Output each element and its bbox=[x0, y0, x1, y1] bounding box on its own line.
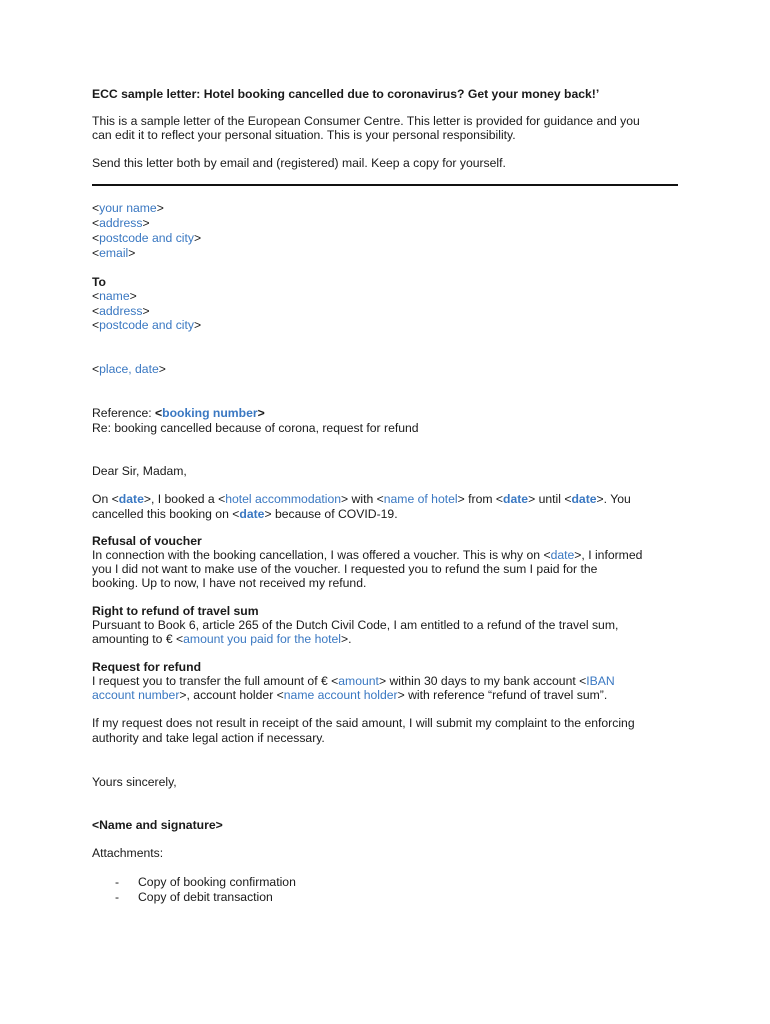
intro-line-2: can edit it to reflect your personal situation. This is your personal responsibility. bbox=[92, 128, 516, 142]
refund-right-heading: Right to refund of travel sum bbox=[92, 604, 259, 618]
refund-right-line-1: Pursuant to Book 6, article 265 of the Dutch Civil Code, I am entitled to a refund of the travel sum, bbox=[92, 618, 619, 632]
separator-rule bbox=[92, 184, 678, 186]
intro-line-1: This is a sample letter of the European Consumer Centre. This letter is provided for guidance and you bbox=[92, 114, 640, 128]
complaint-line-1: If my request does not result in receipt of the said amount, I will submit my complaint to the enforcing bbox=[92, 716, 635, 730]
refund-right-line-2: amounting to € <amount you paid for the hotel>. bbox=[92, 632, 352, 646]
letter-title: ECC sample letter: Hotel booking cancelled due to coronavirus? Get your money back!’ bbox=[92, 87, 600, 101]
voucher-heading: Refusal of voucher bbox=[92, 534, 202, 548]
booking-paragraph-line-2: cancelled this booking on <date> because of COVID-19. bbox=[92, 507, 398, 521]
attachment-bullet-2: - bbox=[115, 890, 120, 904]
subject-line: Re: booking cancelled because of corona, request for refund bbox=[92, 421, 419, 435]
send-instruction: Send this letter both by email and (registered) mail. Keep a copy for yourself. bbox=[92, 156, 506, 170]
request-heading: Request for refund bbox=[92, 660, 202, 674]
closing: Yours sincerely, bbox=[92, 775, 177, 789]
recipient-to-label: To bbox=[92, 275, 106, 289]
voucher-line-1: In connection with the booking cancellation, I was offered a voucher. This is why on <date>, I informed bbox=[92, 548, 643, 562]
attachment-bullet-1: - bbox=[115, 875, 120, 889]
recipient-postcode-city: <postcode and city> bbox=[92, 318, 202, 332]
request-line-1: I request you to transfer the full amount of € <amount> within 30 days to my bank account <IBAN bbox=[92, 674, 615, 688]
reference-line: Reference: <booking number> bbox=[92, 406, 265, 420]
booking-paragraph-line-1: On <date>, I booked a <hotel accommodation> with <name of hotel> from <date> until <date>. You bbox=[92, 492, 631, 506]
attachment-item: Copy of booking confirmation bbox=[138, 875, 296, 889]
place-date: <place, date> bbox=[92, 362, 166, 376]
sender-address: <address> bbox=[92, 216, 150, 230]
complaint-line-2: authority and take legal action if necessary. bbox=[92, 731, 325, 745]
signature-placeholder: <Name and signature> bbox=[92, 818, 223, 832]
request-line-2: account number>, account holder <name account holder> with reference “refund of travel sum”. bbox=[92, 688, 608, 702]
voucher-line-2: you I did not want to make use of the voucher. I requested you to refund the sum I paid for the bbox=[92, 562, 598, 576]
sender-name: <your name> bbox=[92, 201, 164, 215]
voucher-line-3: booking. Up to now, I have not received my refund. bbox=[92, 576, 367, 590]
attachment-item: Copy of debit transaction bbox=[138, 890, 273, 904]
recipient-name: <name> bbox=[92, 289, 137, 303]
recipient-address: <address> bbox=[92, 304, 150, 318]
sender-postcode-city: <postcode and city> bbox=[92, 231, 202, 245]
salutation: Dear Sir, Madam, bbox=[92, 464, 187, 478]
attachments-label: Attachments: bbox=[92, 846, 164, 860]
sender-email: <email> bbox=[92, 246, 136, 260]
